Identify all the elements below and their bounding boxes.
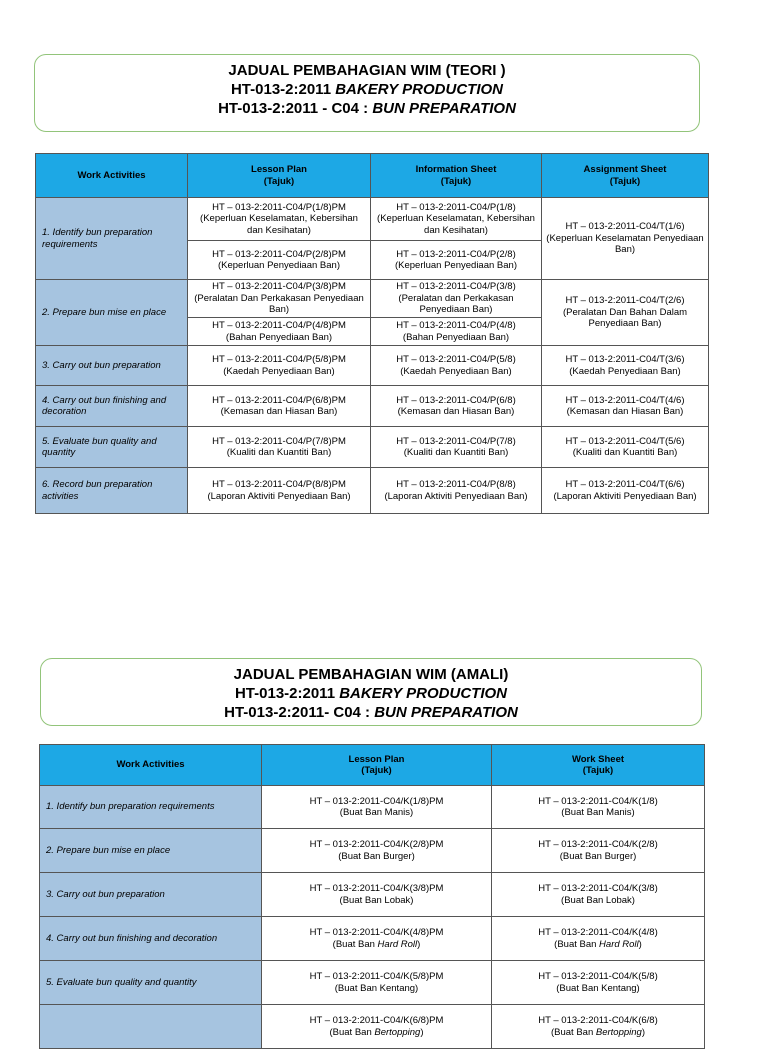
amali-title-line3-prefix: HT-013-2:2011- C04 : [224,704,375,721]
amali-title-line2-prefix: HT-013-2:2011 [234,685,340,702]
teori-table [35,153,709,514]
lesson-plan-desc-post: ) [417,938,421,950]
lesson-plan-cell [262,1005,492,1049]
activity-cell: 4. Carry out bun finishing and decoration [40,917,262,961]
amali-header-lesson-plan-label: Lesson Plan [348,753,405,765]
lesson-plan-ref: HT – 013-2:2011-C04/K(3/8)PM [309,883,444,894]
information-sheet-desc: (Peralatan dan Perkakasan Penyediaan Ban) [398,292,514,316]
lesson-plan-ref: HT – 013-2:2011-C04/P(7/8)PM [212,435,346,447]
information-sheet-cell [371,386,542,427]
lesson-plan-cell [262,961,492,1005]
assignment-sheet-desc: (Kaedah Penyediaan Ban) [569,365,681,377]
amali-table [39,744,705,1049]
lesson-plan-cell [188,386,371,427]
work-sheet-ref: HT – 013-2:2011-C04/K(5/8) [538,971,658,982]
table-row [36,346,709,386]
lesson-plan-desc: (Keperluan Penyediaan Ban) [217,260,340,271]
work-sheet-cell [492,873,705,917]
lesson-plan-ref: HT – 013-2:2011-C04/P(2/8)PM [212,248,346,260]
work-sheet-cell [492,917,705,961]
information-sheet-cell [371,346,542,386]
teori-header-work-activities: Work Activities [36,154,188,198]
work-sheet-desc-italic: Hard Roll [599,938,639,950]
information-sheet-ref: HT – 013-2:2011-C04/P(2/8) [396,248,516,260]
amali-header-row [40,745,705,786]
work-sheet-desc-pre: (Buat Ban [554,938,600,950]
amali-title-box [40,658,702,726]
assignment-sheet-cell [542,346,709,386]
lesson-plan-desc: (Peralatan Dan Perkakasan Penyediaan Ban) [194,292,364,316]
information-sheet-cell [371,427,542,468]
work-sheet-desc-post: ) [638,938,642,950]
work-sheet-ref: HT – 013-2:2011-C04/K(6/8) [538,1015,658,1026]
table-row [36,198,709,241]
activity-cell: 4. Carry out bun finishing and decoration [36,386,188,427]
work-sheet-desc-pre: (Buat Ban [550,1026,596,1038]
lesson-plan-desc: (Kemasan dan Hiasan Ban) [220,406,338,417]
information-sheet-desc: (Bahan Penyediaan Ban) [402,331,510,343]
assignment-sheet-cell [542,386,709,427]
teori-title-line3-italic: BUN PREPARATION [372,100,516,117]
lesson-plan-cell [262,786,492,829]
lesson-plan-ref: HT – 013-2:2011-C04/P(8/8)PM [212,479,346,490]
information-sheet-desc: (Kemasan dan Hiasan Ban) [397,406,515,417]
lesson-plan-desc: (Keperluan Keselamatan, Kebersihan dan Kesihatan) [200,213,358,236]
teori-title-line3 [35,99,699,118]
lesson-plan-desc [266,1027,487,1039]
teori-header-row [36,154,709,198]
work-sheet-desc: (Buat Ban Burger) [559,850,637,862]
table-row [36,280,709,318]
lesson-plan-desc: (Kualiti dan Kuantiti Ban) [226,447,332,458]
lesson-plan-ref: HT – 013-2:2011-C04/P(1/8)PM [212,201,346,213]
work-sheet-cell [492,1005,705,1049]
work-sheet-ref: HT – 013-2:2011-C04/K(4/8) [538,927,658,938]
lesson-plan-desc: (Kaedah Penyediaan Ban) [223,365,335,377]
lesson-plan-ref: HT – 013-2:2011-C04/P(3/8)PM [212,281,346,293]
lesson-plan-desc: (Buat Ban Kentang) [334,982,419,994]
activity-cell: 6. Record bun preparation activities [36,468,188,514]
teori-title-line2-prefix: HT-013-2:2011 [230,81,336,98]
information-sheet-desc: (Keperluan Penyediaan Ban) [394,260,517,271]
teori-title-line3-prefix: HT-013-2:2011 - C04 : [218,100,373,117]
assignment-sheet-cell [542,198,709,280]
assignment-sheet-desc: (Keperluan Keselamatan Penyediaan Ban) [546,232,704,256]
lesson-plan-ref: HT – 013-2:2011-C04/K(4/8)PM [309,927,444,938]
assignment-sheet-ref: HT – 013-2:2011-C04/T(4/6) [565,394,685,406]
lesson-plan-desc: (Buat Ban Burger) [338,850,415,862]
activity-cell: 5. Evaluate bun quality and quantity [36,427,188,468]
amali-header-work-sheet-label: Work Sheet [571,753,625,765]
activity-cell: 5. Evaluate bun quality and quantity [40,961,262,1005]
amali-title-line3 [41,703,701,722]
assignment-sheet-cell [542,468,709,514]
information-sheet-cell [371,318,542,346]
amali-header-work-activities: Work Activities [40,745,262,786]
information-sheet-cell [371,241,542,280]
lesson-plan-cell [188,318,371,346]
assignment-sheet-desc: (Kualiti dan Kuantiti Ban) [572,447,678,458]
work-sheet-desc [496,1027,700,1039]
activity-cell: 3. Carry out bun preparation [36,346,188,386]
lesson-plan-desc [266,939,487,951]
teori-title-line1: JADUAL PEMBAHAGIAN WIM (TEORI ) [228,62,506,79]
amali-header-work-sheet-sub: (Tajuk) [582,765,614,776]
lesson-plan-ref: HT – 013-2:2011-C04/K(6/8)PM [309,1015,444,1026]
lesson-plan-cell [188,280,371,318]
lesson-plan-desc: (Buat Ban Lobak) [339,894,414,906]
amali-title-line2-italic: BAKERY PRODUCTION [339,685,508,702]
work-sheet-desc-italic: Bertopping [595,1026,642,1038]
teori-header-assignment-sheet [542,154,709,198]
information-sheet-ref: HT – 013-2:2011-C04/P(1/8) [396,201,516,213]
teori-header-lesson-plan-sub: (Tajuk) [263,175,295,187]
information-sheet-desc: (Keperluan Keselamatan, Kebersihan dan Kesihatan) [377,213,535,236]
lesson-plan-desc-italic: Bertopping [374,1026,421,1038]
activity-cell: 1. Identify bun preparation requirements [36,198,188,280]
activity-cell: 2. Prepare bun mise en place [40,829,262,873]
work-sheet-desc: (Buat Ban Kentang) [556,982,640,994]
information-sheet-cell [371,468,542,514]
teori-header-lesson-plan-label: Lesson Plan [251,164,307,175]
teori-header-information-sheet [371,154,542,198]
lesson-plan-cell [262,829,492,873]
lesson-plan-desc-pre: (Buat Ban [329,1026,375,1038]
assignment-sheet-ref: HT – 013-2:2011-C04/T(3/6) [565,354,685,365]
information-sheet-desc: (Kaedah Penyediaan Ban) [400,365,512,377]
information-sheet-ref: HT – 013-2:2011-C04/P(6/8) [396,394,516,406]
work-sheet-ref: HT – 013-2:2011-C04/K(2/8) [538,839,658,850]
activity-cell [40,1005,262,1049]
amali-header-work-sheet [492,745,705,786]
table-row [40,961,705,1005]
work-sheet-desc: (Buat Ban Manis) [561,807,635,818]
work-sheet-ref: HT – 013-2:2011-C04/K(3/8) [538,883,658,894]
table-row [40,786,705,829]
activity-cell: 3. Carry out bun preparation [40,873,262,917]
lesson-plan-ref: HT – 013-2:2011-C04/P(6/8)PM [212,394,346,406]
assignment-sheet-ref: HT – 013-2:2011-C04/T(6/6) [565,479,685,490]
table-row [40,829,705,873]
information-sheet-ref: HT – 013-2:2011-C04/P(5/8) [396,354,516,365]
lesson-plan-ref: HT – 013-2:2011-C04/K(5/8)PM [309,971,444,982]
lesson-plan-ref: HT – 013-2:2011-C04/P(4/8)PM [212,320,346,331]
information-sheet-desc: (Kualiti dan Kuantiti Ban) [403,447,509,458]
amali-header-lesson-plan [262,745,492,786]
work-sheet-desc [496,939,700,951]
teori-title-line2-italic: BAKERY PRODUCTION [335,81,504,98]
teori-header-information-sheet-sub: (Tajuk) [440,175,472,187]
lesson-plan-desc-pre: (Buat Ban [332,938,378,950]
lesson-plan-ref: HT – 013-2:2011-C04/P(5/8)PM [212,354,346,365]
work-sheet-ref: HT – 013-2:2011-C04/K(1/8) [538,795,658,807]
lesson-plan-desc-post: ) [420,1026,424,1038]
information-sheet-ref: HT – 013-2:2011-C04/P(7/8) [396,435,516,447]
amali-title-line2 [41,684,701,703]
work-sheet-desc: (Buat Ban Lobak) [561,894,635,906]
activity-cell: 2. Prepare bun mise en place [36,280,188,346]
activity-cell: 1. Identify bun preparation requirements [40,786,262,829]
lesson-plan-ref: HT – 013-2:2011-C04/K(1/8)PM [309,795,444,807]
assignment-sheet-cell [542,427,709,468]
information-sheet-cell [371,198,542,241]
lesson-plan-cell [188,346,371,386]
work-sheet-cell [492,786,705,829]
table-row [40,1005,705,1049]
information-sheet-ref: HT – 013-2:2011-C04/P(3/8) [396,281,516,293]
assignment-sheet-cell [542,280,709,346]
table-row [36,427,709,468]
assignment-sheet-desc: (Kemasan dan Hiasan Ban) [566,406,684,417]
assignment-sheet-desc: (Laporan Aktiviti Penyediaan Ban) [553,490,697,502]
lesson-plan-cell [188,468,371,514]
information-sheet-ref: HT – 013-2:2011-C04/P(8/8) [396,479,516,490]
assignment-sheet-desc: (Peralatan Dan Bahan Dalam Penyediaan Ban) [562,306,688,330]
assignment-sheet-ref: HT – 013-2:2011-C04/T(1/6) [565,221,685,233]
lesson-plan-cell [188,427,371,468]
teori-header-assignment-sheet-sub: (Tajuk) [609,175,641,187]
lesson-plan-cell [188,198,371,241]
lesson-plan-desc-italic: Hard Roll [377,938,418,950]
amali-title-line3-italic: BUN PREPARATION [374,704,518,721]
lesson-plan-desc: (Buat Ban Manis) [339,807,414,818]
information-sheet-cell [371,280,542,318]
teori-header-lesson-plan [188,154,371,198]
table-row [40,917,705,961]
assignment-sheet-ref: HT – 013-2:2011-C04/T(2/6) [565,295,685,307]
table-row [36,386,709,427]
teori-title-line2 [35,80,699,99]
amali-title-line1: JADUAL PEMBAHAGIAN WIM (AMALI) [233,666,509,683]
work-sheet-cell [492,829,705,873]
assignment-sheet-ref: HT – 013-2:2011-C04/T(5/6) [565,435,685,447]
table-row [36,468,709,514]
table-row [40,873,705,917]
lesson-plan-cell [188,241,371,280]
teori-header-information-sheet-label: Information Sheet [415,164,497,175]
information-sheet-desc: (Laporan Aktiviti Penyediaan Ban) [384,490,528,502]
lesson-plan-desc: (Bahan Penyediaan Ban) [225,331,333,343]
amali-header-lesson-plan-sub: (Tajuk) [361,765,392,776]
lesson-plan-cell [262,873,492,917]
lesson-plan-ref: HT – 013-2:2011-C04/K(2/8)PM [309,839,444,850]
lesson-plan-desc: (Laporan Aktiviti Penyediaan Ban) [207,490,351,502]
teori-header-assignment-sheet-label: Assignment Sheet [583,164,667,175]
work-sheet-cell [492,961,705,1005]
teori-title-box [34,54,700,132]
work-sheet-desc-post: ) [641,1026,645,1038]
lesson-plan-cell [262,917,492,961]
information-sheet-ref: HT – 013-2:2011-C04/P(4/8) [396,320,516,331]
